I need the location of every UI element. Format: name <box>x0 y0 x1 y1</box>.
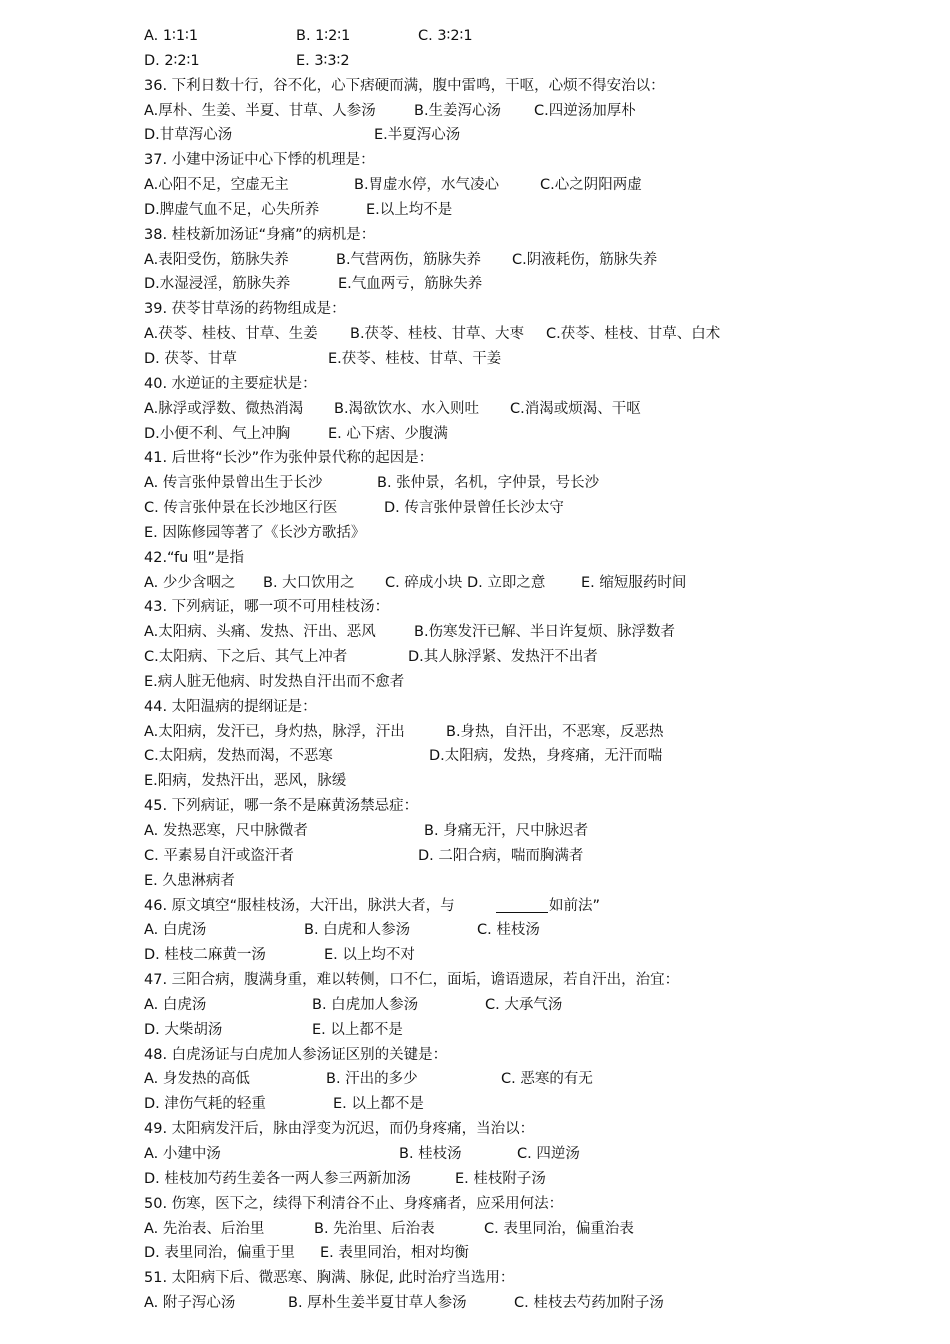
option-text: D. 传言张仲景曾任长沙太守 <box>384 500 564 517</box>
line-text: A. 1∶1∶1 <box>144 28 199 44</box>
option-text: B.气营两伤，筋脉失养 <box>336 251 482 268</box>
text-line <box>144 968 924 993</box>
option-text: E. 以上均不对 <box>324 947 415 964</box>
option-text: D. 二阳合病，喘而胸满者 <box>418 847 584 864</box>
line-text: E. 久患淋病者 <box>144 872 235 889</box>
line-text: A. 小建中汤 <box>144 1145 221 1162</box>
option-text: D.其人脉浮紧、发热汗不出者 <box>408 649 598 666</box>
text-line <box>144 1291 924 1316</box>
text-line <box>144 645 924 670</box>
option-text: B. 厚朴生姜半夏甘草人参汤 <box>288 1295 467 1312</box>
line-text: A.茯苓、桂枝、甘草、生姜 <box>144 326 318 343</box>
text-line <box>144 372 924 397</box>
line-text: 36. 下利日数十行，谷不化，心下痞硬而满，腹中雷鸣，干呕，心烦不得安治以： <box>144 77 665 94</box>
text-line <box>144 272 924 297</box>
line-text: E.阳病，发热汗出，恶风，脉缓 <box>144 773 347 790</box>
option-text: B. 白虎和人参汤 <box>304 922 411 939</box>
fill-in-blank <box>496 897 548 913</box>
option-text: B. 1∶2∶1 <box>296 28 351 44</box>
option-text: B.胃虚水停，水气凌心 <box>354 177 500 194</box>
option-text: C. 碎成小块 D. 立即之意 <box>385 574 546 591</box>
line-text: D. 表里同治，偏重于里 <box>144 1245 295 1262</box>
line-text: 44. 太阳温病的提纲证是： <box>144 698 317 715</box>
line-text: D. 桂枝二麻黄一汤 <box>144 947 266 964</box>
text-line <box>144 620 924 645</box>
text-line <box>144 1043 924 1068</box>
line-text: 45. 下列病证，哪一条不是麻黄汤禁忌症： <box>144 798 419 815</box>
option-text: C. 恶寒的有无 <box>501 1071 593 1088</box>
line-text: 41. 后世将“长沙”作为张仲景代称的起因是： <box>144 450 434 467</box>
line-text: A.太阳病，发汗已，身灼热，脉浮，汗出 <box>144 723 405 740</box>
option-text: B. 白虎加人参汤 <box>312 996 419 1013</box>
text-line <box>144 1192 924 1217</box>
line-text: A. 身发热的高低 <box>144 1071 250 1088</box>
option-text: B. 张仲景，名机，字仲景，号长沙 <box>377 475 600 492</box>
line-text: 46. 原文填空“服桂枝汤，大汗出，脉洪大者，与 <box>144 897 455 914</box>
line-text: 39. 茯苓甘草汤的药物组成是： <box>144 301 346 318</box>
text-line <box>144 471 924 496</box>
text-line <box>144 446 924 471</box>
text-line <box>144 546 924 571</box>
text-line <box>144 1092 924 1117</box>
line-text: A. 少少含咽之 <box>144 574 236 591</box>
text-line <box>144 1018 924 1043</box>
option-text: B. 先治里、后治表 <box>314 1220 435 1237</box>
option-text: B. 大口饮用之 <box>263 574 355 591</box>
text-line <box>144 297 924 322</box>
option-text: B.伤寒发汗已解、半日许复烦、脉浮数者 <box>414 624 676 641</box>
line-text: D. 津伤气耗的轻重 <box>144 1096 266 1113</box>
text-line <box>144 1266 924 1291</box>
option-text: E. 3∶3∶2 <box>296 52 350 69</box>
text-line <box>144 819 924 844</box>
option-text: C.心之阴阳两虚 <box>540 177 642 194</box>
line-text: C.太阳病、下之后、其气上冲者 <box>144 649 348 666</box>
line-text: A. 发热恶寒，尺中脉微者 <box>144 823 308 839</box>
line-text: D. 2∶2∶1 <box>144 52 200 69</box>
text-line <box>144 1167 924 1192</box>
line-text: A. 白虎汤 <box>144 922 207 939</box>
line-text: E. 因陈修园等著了《长沙方歌括》 <box>144 524 366 541</box>
line-text: 50. 伤寒，医下之，续得下利清谷不止、身疼痛者，应采用何法： <box>144 1195 564 1212</box>
option-text: E.半夏泻心汤 <box>374 127 461 144</box>
line-text: D.甘草泻心汤 <box>144 127 233 144</box>
text-line <box>144 99 924 124</box>
text-line <box>144 1241 924 1266</box>
text-line <box>144 670 924 695</box>
text-line <box>144 595 924 620</box>
option-text: C. 大承气汤 <box>485 996 563 1013</box>
line-text: 43. 下列病证，哪一项不可用桂枝汤： <box>144 599 390 616</box>
line-text: D.水湿浸淫，筋脉失养 <box>144 276 291 293</box>
text-line <box>144 24 924 49</box>
line-text: E.病人脏无他病、时发热自汗出而不愈者 <box>144 673 405 690</box>
option-text: E. 以上都不是 <box>312 1021 403 1038</box>
line-text: A.表阳受伤，筋脉失养 <box>144 251 289 268</box>
option-text: C.阴液耗伤，筋脉失养 <box>512 251 658 268</box>
line-text: A.脉浮或浮数、微热消渴 <box>144 400 304 417</box>
option-text: E.茯苓、桂枝、甘草、干姜 <box>328 350 502 367</box>
line-text: 48. 白虎汤证与白虎加人参汤证区别的关键是： <box>144 1046 448 1063</box>
option-text: E. 心下痞、少腹满 <box>328 425 448 442</box>
line-text: A. 白虎汤 <box>144 996 207 1013</box>
text-line <box>144 397 924 422</box>
line-text: A.厚朴、生姜、半夏、甘草、人参汤 <box>144 102 376 119</box>
text-line <box>144 198 924 223</box>
text-line <box>144 894 924 919</box>
option-text: E. 表里同治，相对均衡 <box>320 1245 469 1262</box>
option-text: E. 以上都不是 <box>333 1096 424 1113</box>
text-line <box>144 148 924 173</box>
line-text: 47. 三阳合病，腹满身重，难以转侧，口不仁，面垢，谵语遗尿，若自汗出，治宜： <box>144 972 680 989</box>
option-text: B.身热，自汗出，不恶寒，反恶热 <box>446 723 664 740</box>
text-line <box>144 173 924 198</box>
option-text: 如前法” <box>549 897 601 914</box>
text-line <box>144 794 924 819</box>
option-text: C.茯苓、桂枝、甘草、白术 <box>546 326 721 343</box>
text-line <box>144 49 924 74</box>
line-text: D. 桂枝加芍药生姜各一两人参三两新加汤 <box>144 1170 411 1187</box>
exam-page <box>144 24 924 1316</box>
text-line <box>144 571 924 596</box>
text-line <box>144 993 924 1018</box>
line-text: C.太阳病，发热而渴，不恶寒 <box>144 748 333 765</box>
line-text: D. 茯苓、甘草 <box>144 350 237 367</box>
text-line <box>144 943 924 968</box>
line-text: 38. 桂枝新加汤证“身痛”的病机是： <box>144 226 376 243</box>
option-text: E.以上均不是 <box>366 201 453 218</box>
text-line <box>144 769 924 794</box>
line-text: D.小便不利、气上冲胸 <box>144 425 291 442</box>
text-line <box>144 74 924 99</box>
text-line <box>144 347 924 372</box>
option-text: C.消渴或烦渴、干呕 <box>510 400 641 417</box>
line-text: 37. 小建中汤证中心下悸的机理是： <box>144 152 375 169</box>
line-text: C. 平素易自汗或盗汗者 <box>144 847 294 864</box>
text-line <box>144 496 924 521</box>
text-line <box>144 422 924 447</box>
option-text: C. 3∶2∶1 <box>418 28 473 44</box>
option-text: B.茯苓、桂枝、甘草、大枣 <box>350 326 525 343</box>
option-text: C. 四逆汤 <box>517 1145 580 1162</box>
text-line <box>144 1217 924 1242</box>
line-text: A. 附子泻心汤 <box>144 1295 236 1312</box>
text-line <box>144 869 924 894</box>
option-text: C. 表里同治，偏重治表 <box>484 1220 634 1237</box>
line-text: D. 大柴胡汤 <box>144 1021 223 1038</box>
option-text: B. 身痛无汗，尺中脉迟者 <box>424 823 589 839</box>
text-line <box>144 248 924 273</box>
text-line <box>144 123 924 148</box>
text-line <box>144 695 924 720</box>
text-line <box>144 521 924 546</box>
text-line <box>144 918 924 943</box>
line-text: A. 先治表、后治里 <box>144 1220 265 1237</box>
text-line <box>144 1142 924 1167</box>
line-text: 42.“fu 咀”是指 <box>144 549 244 566</box>
option-text: E. 桂枝附子汤 <box>455 1170 546 1187</box>
option-text: B. 汗出的多少 <box>326 1071 418 1088</box>
line-text: 51. 太阳病下后、微恶寒、胸满、脉促, 此时治疗当选用： <box>144 1270 515 1287</box>
line-text: C. 传言张仲景在长沙地区行医 <box>144 500 338 517</box>
option-text: C. 桂枝去芍药加附子汤 <box>514 1295 664 1312</box>
text-line <box>144 720 924 745</box>
option-text: C.四逆汤加厚朴 <box>534 102 636 119</box>
option-text: B. 桂枝汤 <box>399 1145 462 1162</box>
option-text: B.渴欲饮水、水入则吐 <box>334 400 480 417</box>
text-line <box>144 1067 924 1092</box>
option-text: C. 桂枝汤 <box>477 922 540 939</box>
option-text: E. 缩短服药时间 <box>581 574 687 591</box>
text-line <box>144 844 924 869</box>
line-text: A.心阳不足，空虚无主 <box>144 177 289 194</box>
option-text: D.太阳病，发热，身疼痛，无汗而喘 <box>429 748 663 765</box>
text-line <box>144 1117 924 1142</box>
text-line <box>144 322 924 347</box>
line-text: A. 传言张仲景曾出生于长沙 <box>144 475 323 492</box>
line-text: 49. 太阳病发汗后，脉由浮变为沉迟，而仍身疼痛，当治以： <box>144 1121 535 1138</box>
text-line <box>144 744 924 769</box>
option-text: B.生姜泻心汤 <box>414 102 502 119</box>
line-text: A.太阳病、头痛、发热、汗出、恶风 <box>144 624 376 641</box>
option-text: E.气血两亏，筋脉失养 <box>338 276 483 293</box>
line-text: 40. 水逆证的主要症状是： <box>144 375 317 392</box>
line-text: D.脾虚气血不足，心失所养 <box>144 201 320 218</box>
text-line <box>144 223 924 248</box>
